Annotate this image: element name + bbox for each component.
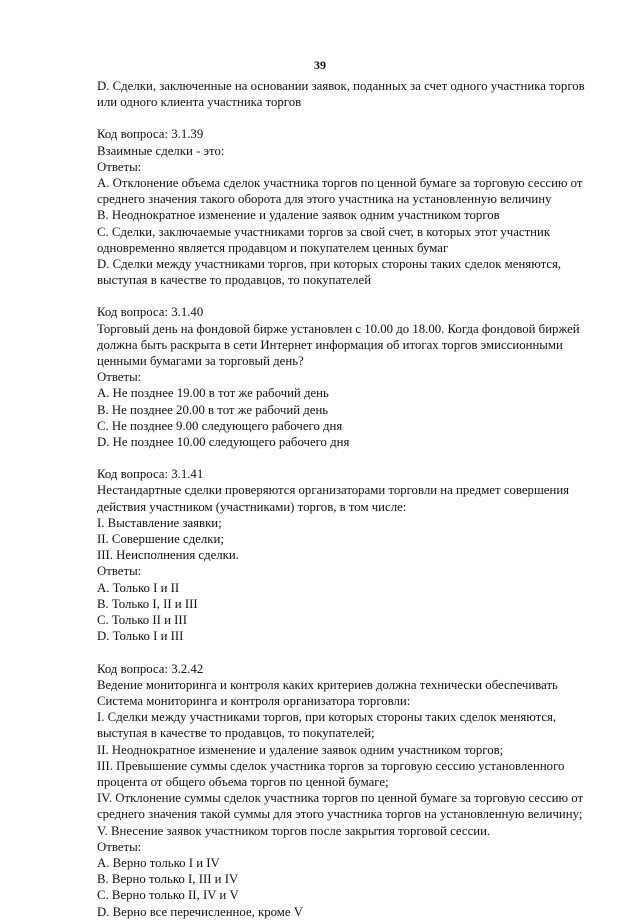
question-line: C. Только II и III bbox=[97, 613, 187, 628]
question-line: D. Верно все перечисленное, кроме V bbox=[97, 904, 304, 919]
question-line: B. Только I, II и III bbox=[97, 596, 198, 611]
question-line: Ответы: bbox=[97, 370, 142, 385]
question-line: Торговый день на фондовой бирже установлен с 10.00 до 18.00. Когда фондовой биржей bbox=[97, 321, 580, 336]
question-line: выступая в качестве то продавцов, то покупателей bbox=[97, 273, 372, 288]
question-line: A. Верно только I и IV bbox=[97, 855, 220, 870]
question-line: II. Совершение сделки; bbox=[97, 532, 224, 547]
question-line: Ответы: bbox=[97, 564, 142, 579]
paragraph-gap bbox=[97, 288, 607, 304]
question-line: B. Неоднократное изменение и удаление заявок одним участником торгов bbox=[97, 208, 500, 223]
question-line: B. Не позднее 20.00 в тот же рабочий день bbox=[97, 402, 329, 417]
question-line: Ответы: bbox=[97, 159, 142, 174]
question-line: I. Сделки между участниками торгов, при которых стороны таких сделок меняются, bbox=[97, 710, 557, 725]
question-line: A. Не позднее 19.00 в тот же рабочий день bbox=[97, 386, 329, 401]
question-line: D. Только I и III bbox=[97, 629, 184, 644]
question-line: I. Выставление заявки; bbox=[97, 515, 222, 530]
question-code: Код вопроса: 3.2.42 bbox=[97, 661, 204, 676]
question-line: Нестандартные сделки проверяются организаторами торговли на предмет совершения bbox=[97, 483, 570, 498]
document-body bbox=[97, 78, 607, 920]
intro-line: D. Сделки, заключенные на основании заявок, поданных за счет одного участника торгов bbox=[97, 79, 585, 93]
paragraph-gap bbox=[97, 110, 607, 126]
question-line: процента от общего объема торгов по ценной бумаге; bbox=[97, 774, 389, 789]
question-code: Код вопроса: 3.1.40 bbox=[97, 305, 204, 320]
paragraph-gap bbox=[97, 645, 607, 661]
question-code: Код вопроса: 3.1.39 bbox=[97, 127, 204, 142]
question-line: A. Только I и II bbox=[97, 580, 180, 595]
question-line: выступая в качестве то продавцов, то покупателей; bbox=[97, 726, 375, 741]
question-line: одновременно является продавцом и покупателем ценных бумаг bbox=[97, 240, 449, 255]
question-line: Ведение мониторинга и контроля каких критериев должна технически обеспечивать bbox=[97, 677, 558, 692]
question-line: IV. Отклонение суммы сделок участника торгов по ценной бумаге за торговую сессию от bbox=[97, 791, 584, 806]
intro-line: или одного клиента участника торгов bbox=[97, 95, 302, 110]
question-line: II. Неоднократное изменение и удаление заявок одним участником торгов; bbox=[97, 742, 504, 757]
question-line: D. Не позднее 10.00 следующего рабочего дня bbox=[97, 435, 350, 450]
question-line: действия участником (участниками) торгов, в том числе: bbox=[97, 499, 407, 514]
question-line: C. Не позднее 9.00 следующего рабочего дня bbox=[97, 418, 343, 433]
question-line: III. Неисполнения сделки. bbox=[97, 548, 239, 563]
paragraph-gap bbox=[97, 450, 607, 466]
question-line: D. Сделки между участниками торгов, при которых стороны таких сделок меняются, bbox=[97, 257, 562, 272]
question-line: Система мониторинга и контроля организатора торговли: bbox=[97, 693, 411, 708]
question-line: Взаимные сделки - это: bbox=[97, 143, 225, 158]
question-line: ценными бумагами за торговый день? bbox=[97, 354, 304, 369]
question-line: C. Сделки, заключаемые участниками торгов за свой счет, в которых этот участник bbox=[97, 224, 551, 239]
page-number: 39 bbox=[314, 58, 326, 72]
question-code: Код вопроса: 3.1.41 bbox=[97, 467, 204, 482]
question-line: A. Отклонение объема сделок участника торгов по ценной бумаге за торговую сессию от bbox=[97, 176, 583, 191]
question-line: V. Внесение заявок участником торгов после закрытия торговой сессии. bbox=[97, 823, 491, 838]
question-line: среднего значения такой суммы для этого участника торгов на установленную величину; bbox=[97, 807, 583, 822]
question-line: III. Превышение суммы сделок участника торгов за торговую сессию установленного bbox=[97, 758, 565, 773]
question-line: B. Верно только I, III и IV bbox=[97, 872, 239, 887]
question-line: среднего значения такого оборота для этого участника на установленную величину bbox=[97, 192, 552, 207]
question-line: C. Верно только II, IV и V bbox=[97, 888, 239, 903]
question-line: Ответы: bbox=[97, 839, 142, 854]
question-line: должна быть раскрыта в сети Интернет информация об итогах торгов эмиссионными bbox=[97, 337, 563, 352]
